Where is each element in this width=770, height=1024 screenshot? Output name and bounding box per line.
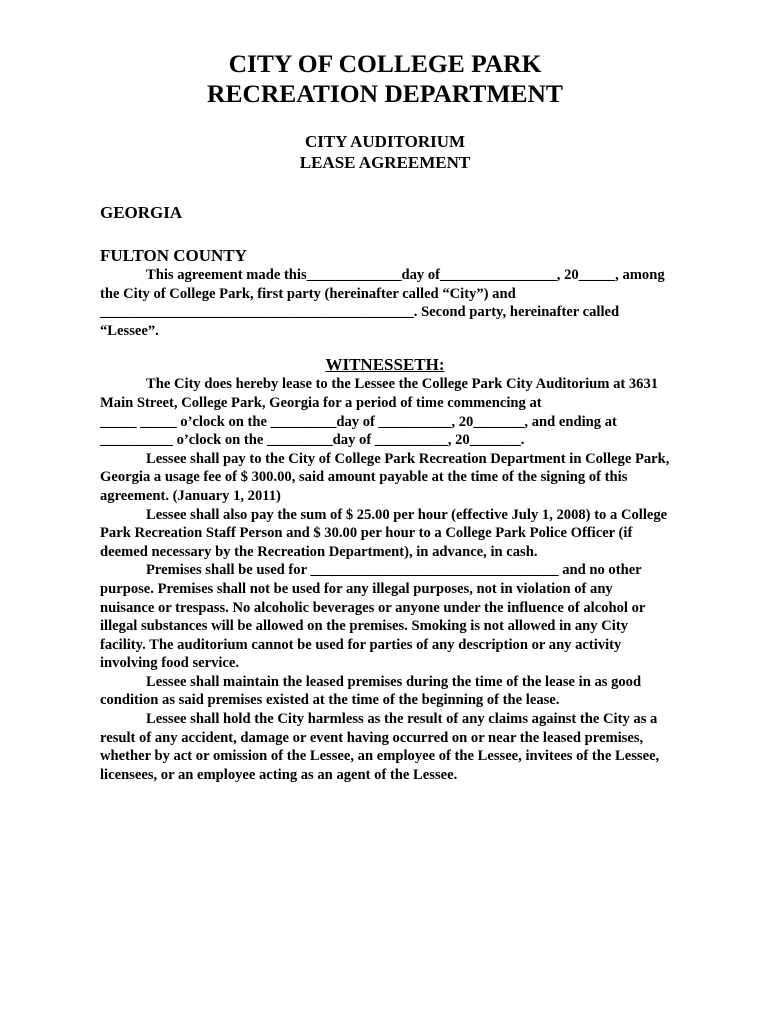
usage-fee-paragraph: Lessee shall pay to the City of College Park Recreation Department in College Park, Georgia a usage fee of $ 300.00, said amount payable at the time of the signing of this agreement. (January 1, 2011)	[100, 450, 670, 504]
indemnity-paragraph: Lessee shall hold the City harmless as the result of any claims against the City as a result of any accident, damage or event having occurred on or near the leased premises, whether by act or omission of the Lessee, an employee of the Lessee, invitees of the Lessee, licensees, or an employee acting as an agent of the Lessee.	[100, 711, 660, 783]
maintenance-paragraph: Lessee shall maintain the leased premises during the time of the lease in as good condition as said premises existed at the time of the beginning of the lease.	[100, 673, 642, 709]
premises-use-paragraph: Premises shall be used for __________________________________ and no other purpose. Premises shall not be used for any illegal purposes, not in violation of any nuisance or trespass. No alcoholic beverages or anyone under the influence of alcohol or illegal substances will be allowed on the premises. Smoking is not allowed in any City facility. The auditorium cannot be used for parties of any description or any activity involving food service.	[100, 562, 646, 672]
state-heading: GEORGIA	[100, 203, 183, 222]
document-title-line2: RECREATION DEPARTMENT	[207, 79, 563, 108]
county-heading: FULTON COUNTY	[100, 246, 247, 265]
lease-end-line: __________ o’clock on the _________day of __________, 20_______.	[100, 432, 525, 449]
staff-fee-paragraph: Lessee shall also pay the sum of $ 25.00 per hour (effective July 1, 2008) to a College Park Recreation Staff Person and $ 30.00 per hour to a College Park Police Officer (if deemed necessary by the Recreation Department), in advance, in cash.	[100, 506, 668, 560]
witnesseth-heading: WITNESSETH:	[325, 355, 445, 375]
document-subtitle-line2: LEASE AGREEMENT	[299, 153, 471, 172]
document-title-line1: CITY OF COLLEGE PARK	[228, 49, 542, 78]
agreement-intro-paragraph: This agreement made this_____________day of________________, 20_____, among the City of College Park, first party (hereinafter called “City”) and ___________________________________________. Second party, hereinafter called “Lessee”.	[100, 267, 665, 339]
lease-terms-paragraph: The City does hereby lease to the Lessee the College Park City Auditorium at 3631 Main Street, College Park, Georgia for a period of time commencing at	[100, 376, 659, 411]
lease-start-line: _____ _____ o’clock on the _________day of __________, 20_______, and ending at	[100, 413, 617, 430]
document-subtitle-line1: CITY AUDITORIUM	[304, 132, 466, 151]
